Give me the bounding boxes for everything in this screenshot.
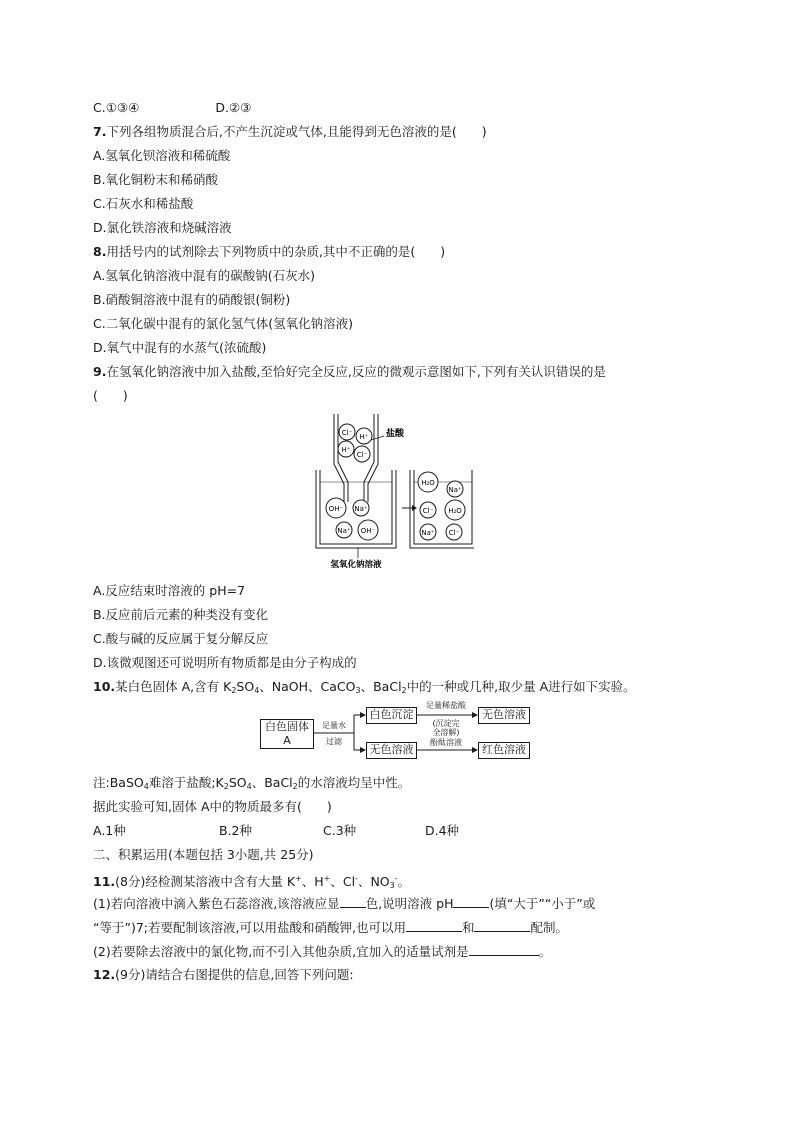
q10-note-1: 注:BaSO xyxy=(93,775,144,790)
flow-box-precipitate: 白色沉淀 xyxy=(366,707,417,724)
q11-text-2: 、H xyxy=(301,874,324,889)
q10-text-3: 、NaOH、CaCO xyxy=(259,679,356,694)
svg-text:Na⁺: Na⁺ xyxy=(354,505,368,513)
flow-box-colorless-2: 无色溶液 xyxy=(366,742,417,759)
q10-option-b: B.2种 xyxy=(219,823,253,838)
q11-text-3: 、Cl xyxy=(330,874,356,889)
q9-option-d: D.该微观图还可说明所有物质都是由分子构成的 xyxy=(93,655,357,670)
right-ion-5 xyxy=(420,524,436,540)
flow-label-acid: 足量稀盐酸 xyxy=(426,701,466,710)
q9-option-c: C.酸与碱的反应属于复分解反应 xyxy=(93,631,269,646)
q10-number: 10. xyxy=(93,679,116,694)
q8-stem xyxy=(93,244,445,260)
q6-option-d: D.②③ xyxy=(215,100,252,115)
q9-number: 9. xyxy=(93,364,107,379)
flow-label-filter: 过滤 xyxy=(326,737,342,746)
q10-option-c: C.3种 xyxy=(323,823,357,838)
funnel-ion-2 xyxy=(356,428,372,444)
q8-option-c: C.二氧化碳中混有的氯化氢气体(氢氧化钠溶液) xyxy=(93,316,353,331)
q12-stem xyxy=(93,967,354,983)
q9-stem xyxy=(93,364,606,380)
left-ion-1 xyxy=(326,498,346,518)
q11-p2-text-b: 和 xyxy=(461,920,475,935)
q8-number: 8. xyxy=(93,244,107,259)
svg-text:OH⁻: OH⁻ xyxy=(360,527,376,535)
svg-text:H₂O: H₂O xyxy=(448,507,462,515)
left-ion-2 xyxy=(353,500,369,516)
q10-flow-diagram xyxy=(260,700,530,764)
q11-p2-text-c: 配制。 xyxy=(530,920,568,935)
q10-options-row xyxy=(93,823,459,839)
right-ion-1 xyxy=(418,472,438,492)
q11-stem: 11.(8分)经检测某溶液中含有大量 K+、H+、Cl-、$NO_3^-$。 xyxy=(93,874,411,890)
flow-label-water: 足量水 xyxy=(322,721,346,730)
left-ion-4 xyxy=(358,520,378,540)
q11-p3-text-b: 。 xyxy=(538,944,552,959)
q7-stem xyxy=(93,124,487,140)
q10-text-5: 中的一种或几种,取少量 A进行如下实验。 xyxy=(406,679,636,694)
flow-box-colorless-1: 无色溶液 xyxy=(478,707,530,724)
q11-part2 xyxy=(93,943,551,960)
q11-blank-reagent-1[interactable] xyxy=(406,919,462,932)
right-ion-4 xyxy=(445,500,465,520)
q10-ask: 据此实验可知,固体 A中的物质最多有( ) xyxy=(93,799,332,814)
flow-box-white-solid: 白色固体 A xyxy=(260,719,314,749)
q11-number: 11. xyxy=(93,874,116,889)
right-ion-6 xyxy=(446,524,462,540)
q10-stem: 10.某白色固体 A,含有 $K_2SO_4$、NaOH、CaCO$_3$、BaCl$_2$中的一种或几种,取少量 A进行如下实验。 xyxy=(93,679,636,695)
q7-number: 7. xyxy=(93,124,107,139)
q9-text: 在氢氧化钠溶液中加入盐酸,至恰好完全反应,反应的微观示意图如下,下列有关认识错误的是 xyxy=(106,364,606,379)
q11-part1-line2 xyxy=(93,919,568,936)
q7-option-d: D.氯化铁溶液和烧碱溶液 xyxy=(93,220,232,235)
svg-text:H⁺: H⁺ xyxy=(359,433,369,441)
flow-note-1: (沉淀完 xyxy=(432,719,460,728)
svg-text:Na⁺: Na⁺ xyxy=(448,486,462,494)
q9-reaction-diagram xyxy=(314,412,474,570)
q10-note-2: 难溶于盐酸;K xyxy=(148,775,224,790)
funnel-ion-4 xyxy=(354,446,370,462)
q11-p1-text-c: (填“大于”“小于”或 xyxy=(489,896,596,911)
q6-option-c: C.①③④ xyxy=(93,100,140,115)
q12-text: (9分)请结合右图提供的信息,回答下列问题: xyxy=(115,967,354,982)
q11-blank-reagent-2[interactable] xyxy=(474,919,530,932)
q8-text: 用括号内的试剂除去下列物质中的杂质,其中不正确的是( ) xyxy=(106,244,446,259)
right-ion-2 xyxy=(447,481,463,497)
q7-option-a: A.氢氧化钡溶液和稀硫酸 xyxy=(93,148,231,163)
q10-text-1: 某白色固体 A,含有 K xyxy=(115,679,232,694)
q7-option-c: C.石灰水和稀盐酸 xyxy=(93,196,194,211)
q10-note-5: 的水溶液均呈中性。 xyxy=(297,775,411,790)
q10-text-2: SO xyxy=(236,679,255,694)
q8-option-a: A.氢氧化钠溶液中混有的碳酸钠(石灰水) xyxy=(93,268,316,283)
flow-note-2: 全溶解) xyxy=(432,728,460,737)
q10-note-3: SO xyxy=(228,775,247,790)
q10-option-a: A.1种 xyxy=(93,823,126,838)
funnel-ion-3 xyxy=(338,441,354,457)
q7-text: 下列各组物质混合后,不产生沉淀或气体,且能得到无色溶液的是( ) xyxy=(106,124,487,139)
q8-option-d: D.氧气中混有的水蒸气(浓硫酸) xyxy=(93,340,267,355)
q9-option-a: A.反应结束时溶液的 pH=7 xyxy=(93,583,246,598)
q11-p1-text-b: 色,说明溶液 pH xyxy=(365,896,454,911)
base-label: 氢氧化钠溶液 xyxy=(330,560,382,570)
q11-blank-color[interactable] xyxy=(340,895,366,908)
q11-text-5: 。 xyxy=(397,874,411,889)
svg-text:OH⁻: OH⁻ xyxy=(328,505,344,513)
flow-box-red: 红色溶液 xyxy=(478,742,530,759)
acid-label: 盐酸 xyxy=(386,429,405,439)
right-ion-3 xyxy=(420,502,436,518)
svg-text:H⁺: H⁺ xyxy=(341,446,351,454)
funnel-ion-1 xyxy=(339,424,355,440)
q6-options-row xyxy=(93,100,251,116)
q9-paren: ( ) xyxy=(93,388,128,403)
q11-text-4: 、NO xyxy=(357,874,390,889)
q11-p3-text-a: (2)若要除去溶液中的氯化物,而不引入其他杂质,宜加入的适量试剂是 xyxy=(93,944,469,959)
q9-option-b: B.反应前后元素的种类没有变化 xyxy=(93,607,269,622)
q11-blank-remove[interactable] xyxy=(469,943,539,956)
q11-p2-text-a: “等于”)7;若要配制该溶液,可以用盐酸和硝酸钾,也可以用 xyxy=(93,920,406,935)
q10-option-d: D.4种 xyxy=(425,823,460,838)
q8-option-b: B.硝酸铜溶液中混有的硝酸银(铜粉) xyxy=(93,292,291,307)
svg-text:Cl⁻: Cl⁻ xyxy=(341,429,353,437)
svg-text:Cl⁻: Cl⁻ xyxy=(356,451,368,459)
flow-label-phenol: 酚酞溶液 xyxy=(430,738,462,747)
svg-text:Cl⁻: Cl⁻ xyxy=(422,507,434,515)
q11-part1-line1 xyxy=(93,895,595,912)
q10-note: 注:BaSO$_4$难溶于盐酸$;K_2SO_4$、BaCl$_2$的水溶液均呈中性。 xyxy=(93,775,411,791)
q11-p1-text-a: (1)若向溶液中滴入紫色石蕊溶液,该溶液应显 xyxy=(93,896,340,911)
svg-text:H₂O: H₂O xyxy=(421,479,435,487)
svg-text:Na⁺: Na⁺ xyxy=(421,529,435,537)
q11-blank-ph[interactable] xyxy=(453,895,489,908)
svg-text:Na⁺: Na⁺ xyxy=(337,527,351,535)
q7-option-b: B.氧化铜粉末和稀硝酸 xyxy=(93,172,219,187)
q10-note-4: 、BaCl xyxy=(251,775,293,790)
q10-text-4: 、BaCl xyxy=(360,679,402,694)
section-2-heading: 二、积累运用(本题包括 3小题,共 25分) xyxy=(93,847,314,862)
svg-text:Cl⁻: Cl⁻ xyxy=(448,529,460,537)
q12-number: 12. xyxy=(93,967,116,982)
left-ion-3 xyxy=(336,522,352,538)
q11-text-1: (8分)经检测某溶液中含有大量 K xyxy=(115,874,296,889)
